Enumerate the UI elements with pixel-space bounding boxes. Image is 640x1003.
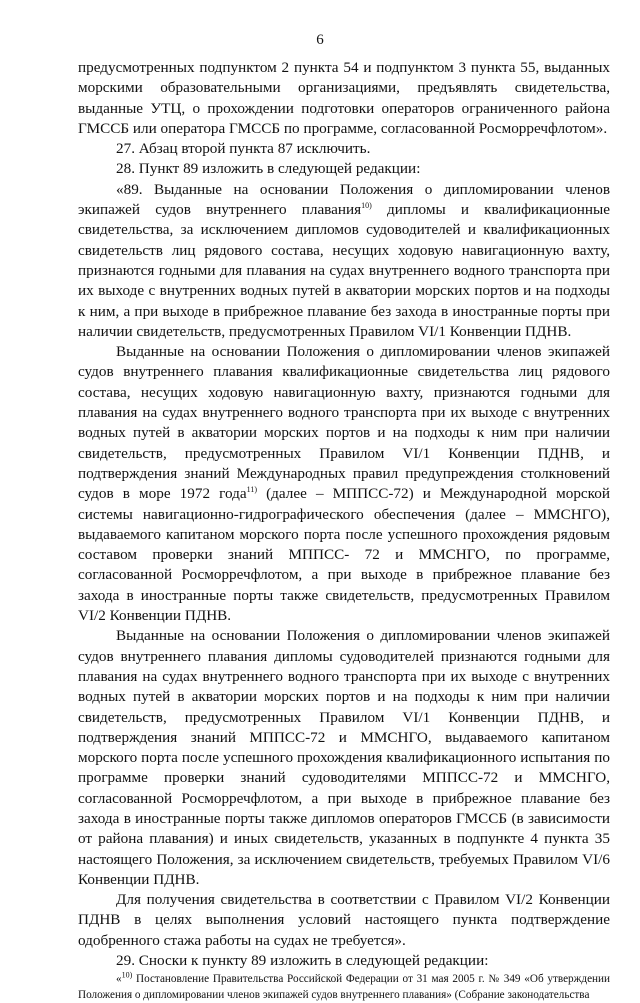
paragraph-text: «89. Выданные на основании Положения о дипломировании членов экипажей судов внутреннего плавания <box>78 180 610 219</box>
footnote-ref: 11) <box>246 485 258 495</box>
document-body <box>78 58 610 1003</box>
paragraph-rating-certificates <box>78 342 610 626</box>
paragraph-text: Выданные на основании Положения о дипломировании членов экипажей судов внутреннего плавания квалификационные свидетельства лиц рядового состава, несущих ходовую навигационную вахту, признаются годными для плавания на судах внутреннего водного транспорта при их выходе с внутренних водных путей в акватории морских портов и на подходы к ним при наличии свидетельств, предусмотренных Правилом VI/1 Конвенции ПДНВ, и подтверждения знаний Международных правил предупреждения столкновений судов в море 1972 года <box>78 343 610 503</box>
paragraph-text: (далее – МППСС-72) и Международной морской системы навигационно-гидрографического обеспечения (далее – ММСНГО), выдаваемого капитаном морского порта после успешного прохождения рядовым составом проверки знаний МППСС- 72 и ММСНГО, по программе, согласованной Росморречфлотом, а при выходе в прибрежное плавание без захода в иностранные порты также свидетельств, предусмотренных Правилом VI/2 Конвенции ПДНВ. <box>78 485 610 625</box>
footnote-text <box>78 971 610 1003</box>
paragraph-item-28 <box>78 159 610 179</box>
footnote-ref: 10) <box>121 970 133 980</box>
footnote-body: Постановление Правительства Российской Федерации от 31 мая 2005 г. № 349 «Об утверждении Положения о дипломировании членов экипажей судов внутреннего плавания» (Собрание законодательства <box>78 973 610 1002</box>
paragraph-point-89 <box>78 180 610 342</box>
paragraph-item-27 <box>78 139 610 159</box>
footnote-open-quote: « <box>116 973 122 986</box>
paragraph-text: предусмотренных подпунктом 2 пункта 54 и подпунктом 3 пункта 55, выданных морскими образовательными организациями, предъявлять свидетельства, выданные УТЦ, о прохождении подготовки операторов ограниченного района ГМССБ или оператора ГМССБ по программе, согласованной Росморречфлотом». <box>78 59 610 137</box>
paragraph-certificate-rule <box>78 890 610 951</box>
paragraph-text: дипломы и квалификационные свидетельства, за исключением дипломов судоводителей и квалификационных свидетельств лиц рядового состава, несущих ходовую навигационную вахту, признаются годными для плавания на судах внутреннего водного транспорта при их выходе с внутренних водных путей в акватории морских портов и на подходы к ним, а при выходе в прибрежное плавание без захода в иностранные порты при наличии свидетельств, предусмотренных Правилом VI/1 Конвенции ПДНВ. <box>78 201 610 340</box>
paragraph-item-29 <box>78 951 610 971</box>
paragraph-continuation <box>78 58 610 139</box>
paragraph-text: 29. Сноски к пункту 89 изложить в следующей редакции: <box>116 952 489 970</box>
paragraph-text: 27. Абзац второй пункта 87 исключить. <box>116 140 371 158</box>
paragraph-text: Для получения свидетельства в соответствии с Правилом VI/2 Конвенции ПДНВ в целях выполнения условий настоящего пункта подтверждение одобренного стажа работы на судах не требуется». <box>78 891 610 949</box>
paragraph-text: 28. Пункт 89 изложить в следующей редакции: <box>116 160 421 178</box>
page-number: 6 <box>316 32 324 48</box>
paragraph-text: Выданные на основании Положения о дипломировании членов экипажей судов внутреннего плавания дипломы судоводителей признаются годными для плавания на судах внутреннего водного транспорта при их выходе с внутренних водных путей в акватории морских портов и на подходы к ним при наличии свидетельств, предусмотренных Правилом VI/1 Конвенции ПДНВ, и подтверждения знаний МППСС-72 и ММСНГО, выдаваемого капитаном морского порта после успешного прохождения квалификационного испытания по программе проверки знаний судоводителями МППСС-72 и ММСНГО, согласованной Росморречфлотом, а при выходе в прибрежное плавание без захода в иностранные порты также дипломов операторов ГМССБ (в зависимости от района плавания) и иных свидетельств, указанных в подпункте 4 пункта 35 настоящего Положения, за исключением свидетельств, требуемых Правилом VI/6 Конвенции ПДНВ. <box>78 627 610 888</box>
paragraph-navigator-diplomas <box>78 626 610 890</box>
footnote-ref: 10) <box>361 201 372 211</box>
